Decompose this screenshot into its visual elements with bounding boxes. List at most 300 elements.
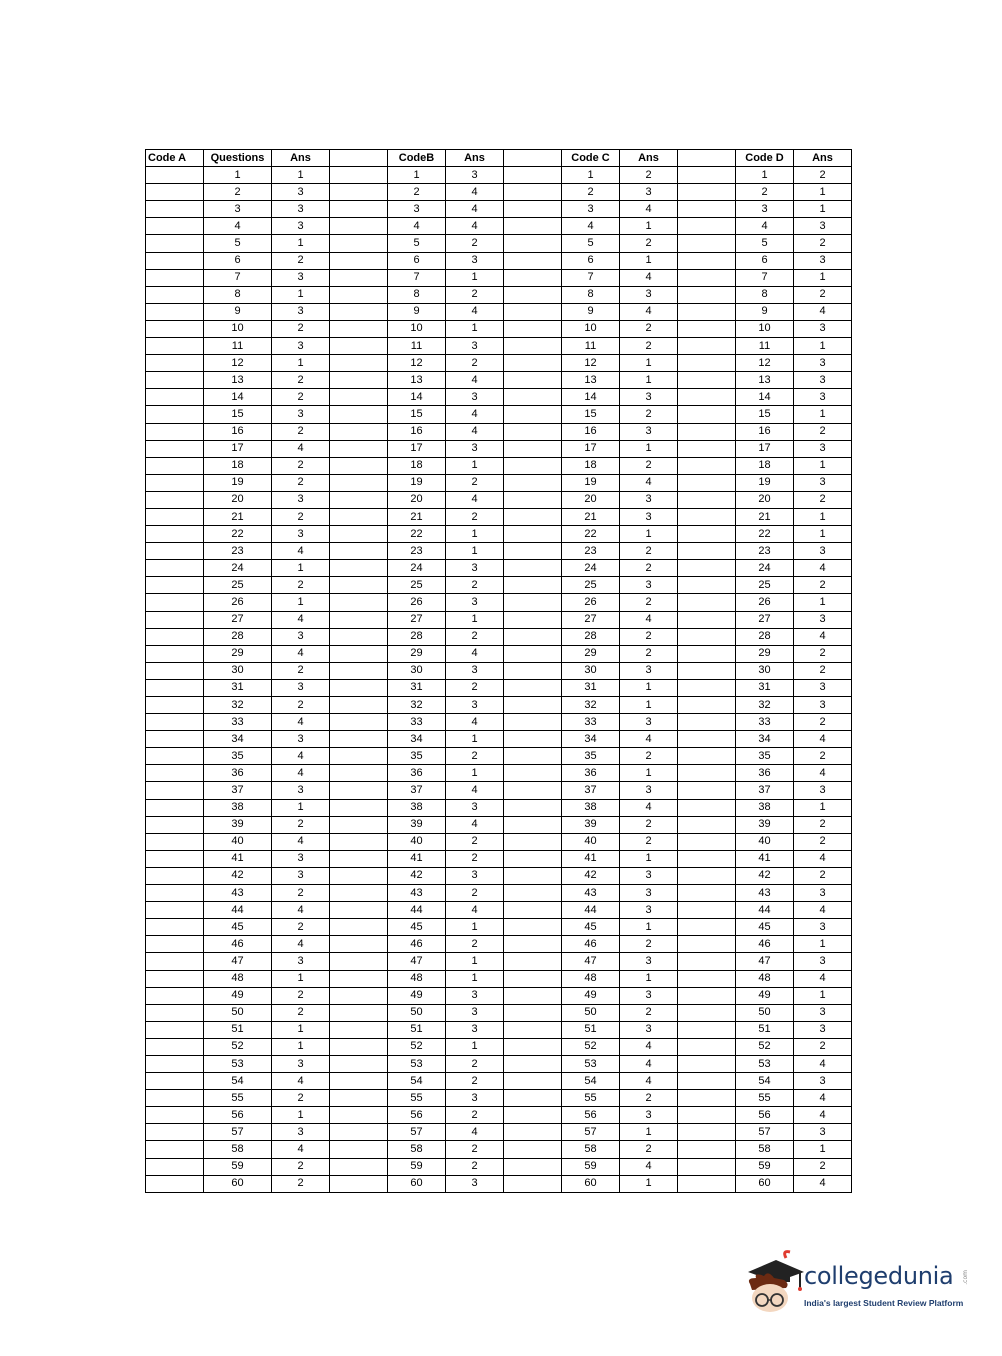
spacer-cell — [504, 303, 562, 320]
code-a-blank-cell — [146, 885, 204, 902]
code-c-question-cell: 1 — [562, 167, 620, 184]
code-c-answer-cell: 3 — [620, 782, 678, 799]
question-number-cell: 7 — [204, 269, 272, 286]
code-a-answer-cell: 1 — [272, 1038, 330, 1055]
code-d-question-cell: 37 — [736, 782, 794, 799]
code-b-question-cell: 58 — [388, 1141, 446, 1158]
code-a-answer-cell: 3 — [272, 953, 330, 970]
spacer-cell — [504, 1038, 562, 1055]
code-d-answer-cell: 3 — [794, 1124, 852, 1141]
spacer-cell — [504, 850, 562, 867]
code-c-question-cell: 41 — [562, 850, 620, 867]
table-row — [146, 560, 852, 577]
code-d-question-cell: 29 — [736, 645, 794, 662]
code-a-blank-cell — [146, 970, 204, 987]
table-row — [146, 799, 852, 816]
question-number-cell: 20 — [204, 491, 272, 508]
code-a-blank-cell — [146, 662, 204, 679]
code-b-question-cell: 45 — [388, 919, 446, 936]
code-a-blank-cell — [146, 338, 204, 355]
spacer-cell — [678, 338, 736, 355]
question-number-cell: 48 — [204, 970, 272, 987]
code-a-answer-cell: 3 — [272, 269, 330, 286]
spacer-cell — [678, 218, 736, 235]
code-a-blank-cell — [146, 1107, 204, 1124]
code-d-question-cell: 23 — [736, 543, 794, 560]
question-number-cell: 51 — [204, 1021, 272, 1038]
spacer-cell — [504, 1107, 562, 1124]
code-a-blank-cell — [146, 987, 204, 1004]
question-number-cell: 8 — [204, 286, 272, 303]
spacer-cell — [504, 1158, 562, 1175]
code-d-question-cell: 7 — [736, 269, 794, 286]
code-c-question-cell: 53 — [562, 1055, 620, 1072]
code-a-answer-cell: 4 — [272, 611, 330, 628]
code-c-answer-cell: 1 — [620, 765, 678, 782]
question-number-cell: 14 — [204, 389, 272, 406]
code-c-question-cell: 9 — [562, 303, 620, 320]
code-d-answer-cell: 3 — [794, 355, 852, 372]
spacer-cell — [678, 1124, 736, 1141]
code-d-answer-cell: 3 — [794, 320, 852, 337]
code-a-blank-cell — [146, 628, 204, 645]
question-number-cell: 28 — [204, 628, 272, 645]
code-a-answer-cell: 4 — [272, 833, 330, 850]
code-c-answer-cell: 3 — [620, 885, 678, 902]
code-b-question-cell: 44 — [388, 902, 446, 919]
table-row — [146, 1141, 852, 1158]
code-a-blank-cell — [146, 1090, 204, 1107]
question-number-cell: 40 — [204, 833, 272, 850]
spacer-cell — [678, 970, 736, 987]
question-number-cell: 52 — [204, 1038, 272, 1055]
code-b-answer-cell: 2 — [446, 286, 504, 303]
spacer-cell — [330, 389, 388, 406]
code-a-blank-cell — [146, 355, 204, 372]
code-b-question-cell: 18 — [388, 457, 446, 474]
table-row — [146, 885, 852, 902]
table-row — [146, 1090, 852, 1107]
spacer-cell — [504, 1055, 562, 1072]
code-d-question-cell: 32 — [736, 697, 794, 714]
code-c-answer-cell: 2 — [620, 628, 678, 645]
code-b-answer-cell: 4 — [446, 816, 504, 833]
code-b-answer-cell: 3 — [446, 1021, 504, 1038]
code-d-answer-cell: 2 — [794, 662, 852, 679]
code-b-question-cell: 55 — [388, 1090, 446, 1107]
code-c-answer-cell: 3 — [620, 577, 678, 594]
code-d-question-cell: 59 — [736, 1158, 794, 1175]
code-d-answer-cell: 3 — [794, 474, 852, 491]
code-b-question-cell: 2 — [388, 184, 446, 201]
code-b-answer-cell: 4 — [446, 201, 504, 218]
code-b-question-cell: 50 — [388, 1004, 446, 1021]
spacer-cell — [504, 491, 562, 508]
question-number-cell: 59 — [204, 1158, 272, 1175]
code-c-question-cell: 43 — [562, 885, 620, 902]
code-d-answer-cell: 4 — [794, 765, 852, 782]
code-d-answer-cell: 4 — [794, 970, 852, 987]
code-c-question-cell: 16 — [562, 423, 620, 440]
code-c-answer-cell: 3 — [620, 662, 678, 679]
code-d-answer-cell: 1 — [794, 799, 852, 816]
spacer-cell — [678, 184, 736, 201]
code-a-answer-cell: 3 — [272, 184, 330, 201]
code-a-answer-cell: 3 — [272, 1124, 330, 1141]
code-a-answer-cell: 3 — [272, 731, 330, 748]
question-number-cell: 9 — [204, 303, 272, 320]
header-spacer-3 — [678, 150, 736, 167]
code-b-question-cell: 48 — [388, 970, 446, 987]
spacer-cell — [330, 731, 388, 748]
code-a-answer-cell: 3 — [272, 303, 330, 320]
spacer-cell — [330, 970, 388, 987]
code-a-answer-cell: 3 — [272, 491, 330, 508]
code-a-blank-cell — [146, 372, 204, 389]
code-c-question-cell: 39 — [562, 816, 620, 833]
code-d-answer-cell: 4 — [794, 1107, 852, 1124]
code-d-answer-cell: 3 — [794, 1073, 852, 1090]
code-d-answer-cell: 2 — [794, 577, 852, 594]
spacer-cell — [504, 423, 562, 440]
code-d-answer-cell: 3 — [794, 697, 852, 714]
spacer-cell — [330, 679, 388, 696]
question-number-cell: 42 — [204, 867, 272, 884]
code-d-question-cell: 41 — [736, 850, 794, 867]
code-a-answer-cell: 2 — [272, 457, 330, 474]
code-a-blank-cell — [146, 543, 204, 560]
code-d-question-cell: 2 — [736, 184, 794, 201]
code-b-answer-cell: 3 — [446, 697, 504, 714]
code-b-answer-cell: 3 — [446, 867, 504, 884]
code-b-answer-cell: 2 — [446, 748, 504, 765]
code-c-question-cell: 37 — [562, 782, 620, 799]
question-number-cell: 21 — [204, 508, 272, 525]
code-c-answer-cell: 2 — [620, 833, 678, 850]
code-d-question-cell: 10 — [736, 320, 794, 337]
code-c-question-cell: 59 — [562, 1158, 620, 1175]
spacer-cell — [678, 645, 736, 662]
code-b-answer-cell: 1 — [446, 526, 504, 543]
header-spacer-1 — [330, 150, 388, 167]
code-a-blank-cell — [146, 594, 204, 611]
code-c-answer-cell: 2 — [620, 543, 678, 560]
code-a-answer-cell: 2 — [272, 919, 330, 936]
table-row — [146, 731, 852, 748]
code-b-answer-cell: 2 — [446, 936, 504, 953]
code-b-question-cell: 21 — [388, 508, 446, 525]
question-number-cell: 15 — [204, 406, 272, 423]
code-b-question-cell: 7 — [388, 269, 446, 286]
code-b-answer-cell: 3 — [446, 252, 504, 269]
code-b-question-cell: 33 — [388, 714, 446, 731]
header-row — [146, 150, 852, 167]
question-number-cell: 55 — [204, 1090, 272, 1107]
code-a-blank-cell — [146, 167, 204, 184]
spacer-cell — [330, 526, 388, 543]
code-c-answer-cell: 3 — [620, 389, 678, 406]
spacer-cell — [504, 970, 562, 987]
spacer-cell — [678, 987, 736, 1004]
code-a-blank-cell — [146, 457, 204, 474]
logo-wordmark: collegedunia — [804, 1262, 954, 1290]
code-c-question-cell: 44 — [562, 902, 620, 919]
code-c-answer-cell: 1 — [620, 970, 678, 987]
code-c-question-cell: 2 — [562, 184, 620, 201]
code-c-question-cell: 40 — [562, 833, 620, 850]
code-c-answer-cell: 1 — [620, 919, 678, 936]
table-row — [146, 457, 852, 474]
spacer-cell — [504, 167, 562, 184]
code-c-question-cell: 21 — [562, 508, 620, 525]
code-d-answer-cell: 3 — [794, 611, 852, 628]
spacer-cell — [330, 338, 388, 355]
code-c-question-cell: 22 — [562, 526, 620, 543]
code-b-answer-cell: 3 — [446, 338, 504, 355]
code-a-answer-cell: 2 — [272, 1158, 330, 1175]
code-d-question-cell: 47 — [736, 953, 794, 970]
code-c-answer-cell: 1 — [620, 372, 678, 389]
table-row — [146, 1175, 852, 1192]
code-b-answer-cell: 2 — [446, 1055, 504, 1072]
header-questions: Questions — [204, 150, 272, 167]
question-number-cell: 26 — [204, 594, 272, 611]
code-a-blank-cell — [146, 816, 204, 833]
spacer-cell — [678, 543, 736, 560]
code-c-answer-cell: 2 — [620, 1004, 678, 1021]
code-a-answer-cell: 4 — [272, 645, 330, 662]
spacer-cell — [504, 697, 562, 714]
code-d-answer-cell: 4 — [794, 731, 852, 748]
spacer-cell — [678, 594, 736, 611]
code-a-blank-cell — [146, 303, 204, 320]
code-a-blank-cell — [146, 491, 204, 508]
table-row — [146, 748, 852, 765]
code-b-question-cell: 16 — [388, 423, 446, 440]
code-c-question-cell: 4 — [562, 218, 620, 235]
spacer-cell — [330, 508, 388, 525]
spacer-cell — [330, 953, 388, 970]
code-d-question-cell: 42 — [736, 867, 794, 884]
question-number-cell: 4 — [204, 218, 272, 235]
code-d-answer-cell: 2 — [794, 833, 852, 850]
table-row — [146, 355, 852, 372]
spacer-cell — [678, 491, 736, 508]
question-number-cell: 23 — [204, 543, 272, 560]
spacer-cell — [504, 474, 562, 491]
question-number-cell: 45 — [204, 919, 272, 936]
code-a-answer-cell: 2 — [272, 662, 330, 679]
code-c-answer-cell: 2 — [620, 406, 678, 423]
code-d-question-cell: 38 — [736, 799, 794, 816]
code-a-blank-cell — [146, 320, 204, 337]
code-a-answer-cell: 1 — [272, 560, 330, 577]
header-ans-d: Ans — [794, 150, 852, 167]
mascot-icon — [742, 1248, 806, 1320]
table-row — [146, 543, 852, 560]
spacer-cell — [330, 594, 388, 611]
code-d-question-cell: 30 — [736, 662, 794, 679]
code-a-blank-cell — [146, 1055, 204, 1072]
table-row — [146, 423, 852, 440]
code-a-blank-cell — [146, 782, 204, 799]
code-a-blank-cell — [146, 1004, 204, 1021]
code-c-answer-cell: 4 — [620, 611, 678, 628]
spacer-cell — [678, 423, 736, 440]
code-a-blank-cell — [146, 1038, 204, 1055]
code-c-question-cell: 27 — [562, 611, 620, 628]
code-c-answer-cell: 2 — [620, 594, 678, 611]
code-a-answer-cell: 3 — [272, 867, 330, 884]
code-b-answer-cell: 4 — [446, 645, 504, 662]
code-b-answer-cell: 4 — [446, 1124, 504, 1141]
spacer-cell — [330, 611, 388, 628]
code-a-answer-cell: 1 — [272, 594, 330, 611]
spacer-cell — [504, 611, 562, 628]
question-number-cell: 29 — [204, 645, 272, 662]
code-d-answer-cell: 3 — [794, 953, 852, 970]
code-a-answer-cell: 4 — [272, 765, 330, 782]
spacer-cell — [678, 167, 736, 184]
code-c-answer-cell: 1 — [620, 1175, 678, 1192]
question-number-cell: 27 — [204, 611, 272, 628]
code-d-answer-cell: 1 — [794, 594, 852, 611]
code-b-answer-cell: 3 — [446, 987, 504, 1004]
code-c-question-cell: 30 — [562, 662, 620, 679]
spacer-cell — [330, 765, 388, 782]
code-a-blank-cell — [146, 1073, 204, 1090]
spacer-cell — [678, 816, 736, 833]
code-c-question-cell: 57 — [562, 1124, 620, 1141]
code-d-question-cell: 36 — [736, 765, 794, 782]
code-d-answer-cell: 3 — [794, 782, 852, 799]
code-d-question-cell: 15 — [736, 406, 794, 423]
spacer-cell — [678, 1055, 736, 1072]
spacer-cell — [504, 1090, 562, 1107]
code-a-answer-cell: 3 — [272, 406, 330, 423]
code-d-question-cell: 26 — [736, 594, 794, 611]
spacer-cell — [504, 184, 562, 201]
code-d-question-cell: 16 — [736, 423, 794, 440]
table-row — [146, 440, 852, 457]
code-d-question-cell: 25 — [736, 577, 794, 594]
spacer-cell — [330, 543, 388, 560]
code-d-answer-cell: 2 — [794, 816, 852, 833]
header-code-d: Code D — [736, 150, 794, 167]
spacer-cell — [330, 423, 388, 440]
code-c-question-cell: 23 — [562, 543, 620, 560]
spacer-cell — [330, 1175, 388, 1192]
code-d-question-cell: 34 — [736, 731, 794, 748]
spacer-cell — [504, 833, 562, 850]
code-a-answer-cell: 3 — [272, 218, 330, 235]
code-d-answer-cell: 1 — [794, 269, 852, 286]
code-b-answer-cell: 2 — [446, 474, 504, 491]
spacer-cell — [330, 201, 388, 218]
question-number-cell: 3 — [204, 201, 272, 218]
code-d-question-cell: 28 — [736, 628, 794, 645]
header-ans-a: Ans — [272, 150, 330, 167]
table-row — [146, 1073, 852, 1090]
question-number-cell: 44 — [204, 902, 272, 919]
code-d-answer-cell: 3 — [794, 440, 852, 457]
code-c-question-cell: 38 — [562, 799, 620, 816]
code-b-answer-cell: 1 — [446, 320, 504, 337]
code-a-blank-cell — [146, 1141, 204, 1158]
code-b-question-cell: 19 — [388, 474, 446, 491]
code-a-blank-cell — [146, 406, 204, 423]
spacer-cell — [678, 1175, 736, 1192]
code-c-answer-cell: 1 — [620, 850, 678, 867]
code-c-question-cell: 6 — [562, 252, 620, 269]
collegedunia-logo — [742, 1248, 972, 1320]
spacer-cell — [504, 286, 562, 303]
code-d-answer-cell: 3 — [794, 919, 852, 936]
code-a-blank-cell — [146, 1158, 204, 1175]
code-a-blank-cell — [146, 867, 204, 884]
code-c-answer-cell: 1 — [620, 218, 678, 235]
table-row — [146, 679, 852, 696]
code-d-question-cell: 52 — [736, 1038, 794, 1055]
spacer-cell — [678, 765, 736, 782]
code-a-answer-cell: 3 — [272, 526, 330, 543]
code-a-blank-cell — [146, 850, 204, 867]
code-b-answer-cell: 2 — [446, 628, 504, 645]
spacer-cell — [678, 679, 736, 696]
header-ans-b: Ans — [446, 150, 504, 167]
spacer-cell — [504, 1175, 562, 1192]
code-a-blank-cell — [146, 269, 204, 286]
code-b-answer-cell: 1 — [446, 919, 504, 936]
code-c-question-cell: 31 — [562, 679, 620, 696]
answer-rows — [146, 167, 852, 1193]
header-ans-c: Ans — [620, 150, 678, 167]
table-row — [146, 714, 852, 731]
spacer-cell — [504, 1073, 562, 1090]
code-d-answer-cell: 3 — [794, 1004, 852, 1021]
code-b-question-cell: 42 — [388, 867, 446, 884]
code-b-answer-cell: 2 — [446, 1073, 504, 1090]
code-d-answer-cell: 1 — [794, 1141, 852, 1158]
code-d-question-cell: 14 — [736, 389, 794, 406]
spacer-cell — [678, 577, 736, 594]
code-c-question-cell: 20 — [562, 491, 620, 508]
code-c-answer-cell: 4 — [620, 303, 678, 320]
code-d-answer-cell: 2 — [794, 867, 852, 884]
spacer-cell — [504, 406, 562, 423]
spacer-cell — [678, 628, 736, 645]
code-d-question-cell: 27 — [736, 611, 794, 628]
code-d-question-cell: 24 — [736, 560, 794, 577]
code-a-answer-cell: 3 — [272, 201, 330, 218]
code-d-answer-cell: 2 — [794, 748, 852, 765]
code-a-blank-cell — [146, 508, 204, 525]
code-b-answer-cell: 4 — [446, 184, 504, 201]
question-number-cell: 18 — [204, 457, 272, 474]
code-c-question-cell: 14 — [562, 389, 620, 406]
code-d-question-cell: 44 — [736, 902, 794, 919]
code-d-answer-cell: 4 — [794, 303, 852, 320]
question-number-cell: 5 — [204, 235, 272, 252]
code-d-question-cell: 56 — [736, 1107, 794, 1124]
code-d-answer-cell: 3 — [794, 372, 852, 389]
code-b-answer-cell: 2 — [446, 679, 504, 696]
spacer-cell — [504, 919, 562, 936]
spacer-cell — [678, 885, 736, 902]
code-d-question-cell: 49 — [736, 987, 794, 1004]
code-d-question-cell: 8 — [736, 286, 794, 303]
spacer-cell — [678, 799, 736, 816]
